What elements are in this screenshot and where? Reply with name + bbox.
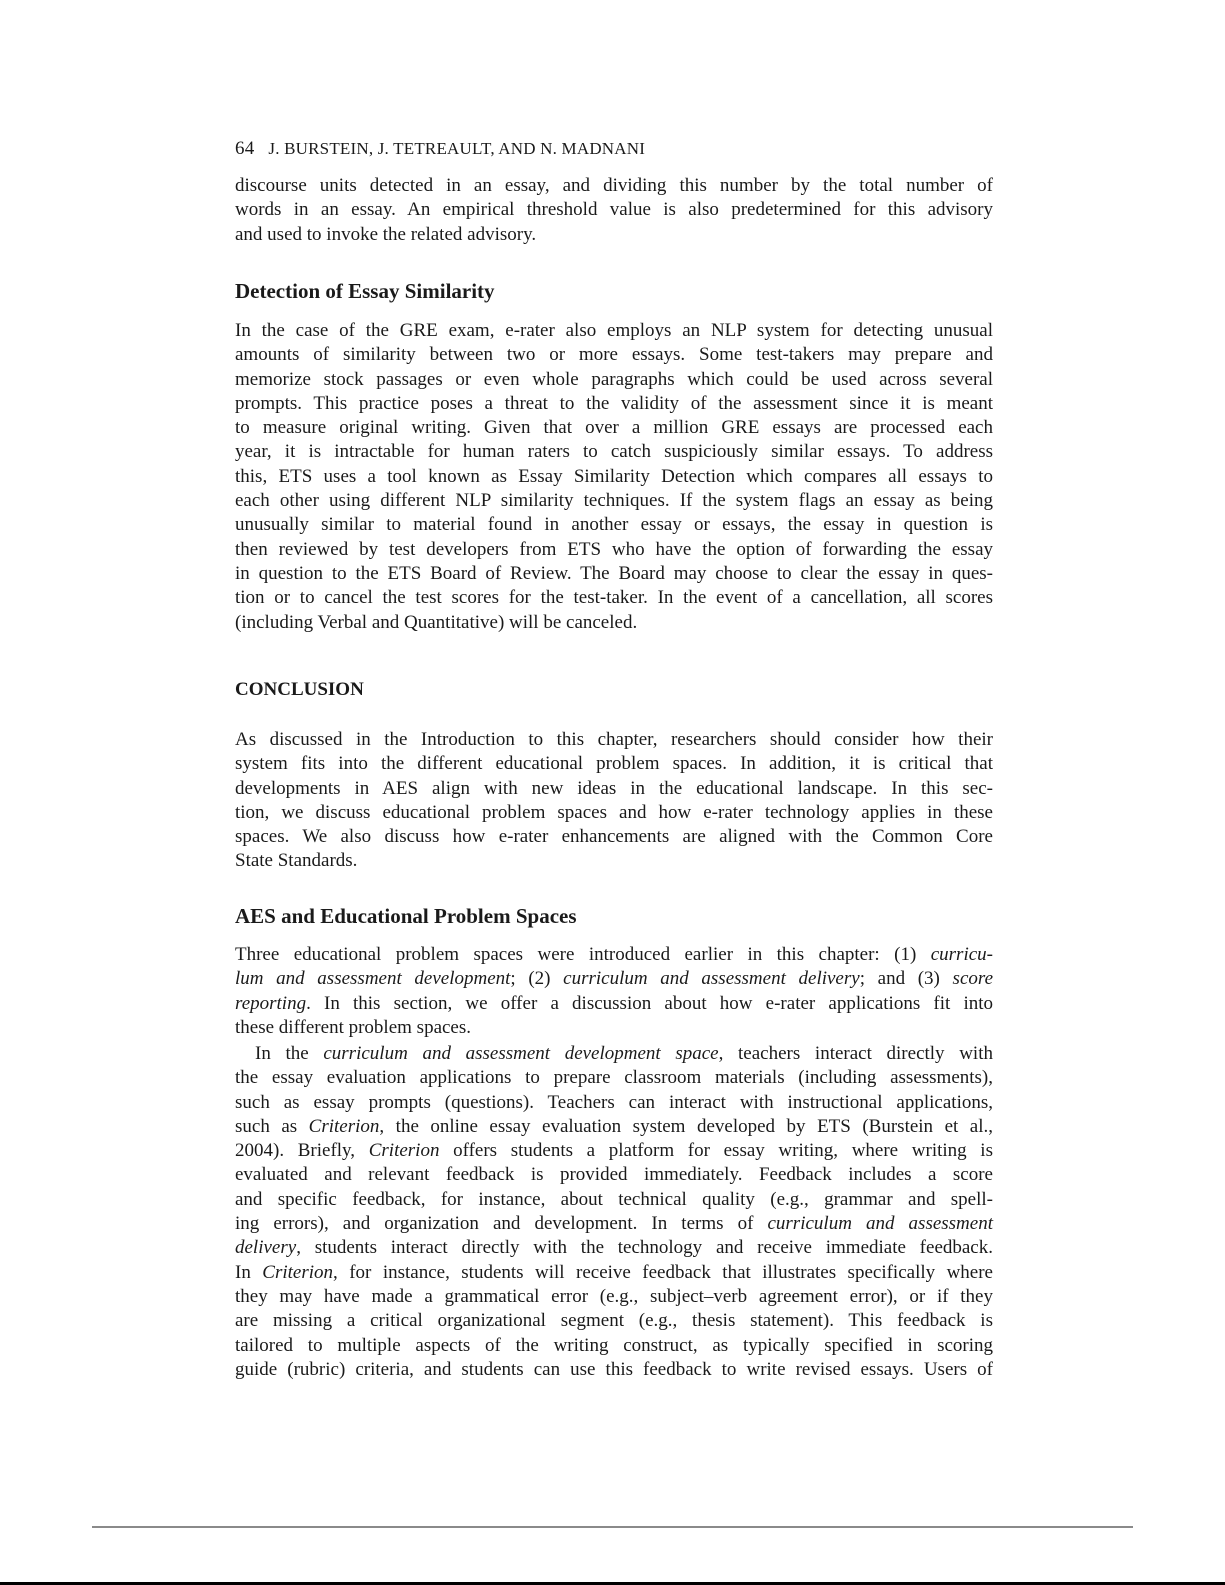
text: , teachers interact directly with — [718, 1043, 993, 1064]
text: prompts. This practice poses a threat to the validity of the assessment since it is meant — [235, 392, 993, 414]
text: are missing a critical organizational segment (e.g., thesis statement). This feedback is — [235, 1310, 993, 1332]
text-line — [235, 343, 993, 367]
text: words in an essay. An empirical threshold value is also predetermined for this advisory — [235, 199, 993, 221]
text: system fits into the different educational problem spaces. In addition, it is critical that — [235, 753, 993, 775]
text-line — [235, 319, 993, 343]
text-line — [235, 1188, 993, 1212]
text-line — [235, 728, 993, 752]
text-line — [235, 849, 993, 873]
text: , for instance, students will receive feedback that illustrates specifically where — [333, 1261, 993, 1283]
paragraph — [235, 1042, 993, 1382]
text-line — [235, 1309, 993, 1333]
italic-text: Criterion — [262, 1261, 334, 1283]
text-line — [235, 586, 993, 610]
text-line — [235, 1334, 993, 1358]
text-line — [235, 825, 993, 849]
text: ; (2) — [510, 968, 564, 990]
text-line — [235, 1016, 993, 1040]
italic-text: reporting — [235, 992, 307, 1014]
running-header — [235, 138, 645, 160]
footer-rule — [92, 1526, 1133, 1528]
page-number: 64 — [235, 138, 255, 159]
text-line — [235, 1212, 993, 1236]
text: In — [235, 1261, 263, 1283]
text: 2004). Briefly, — [235, 1140, 369, 1162]
text: tion, we discuss educational problem spaces and how e-rater technology applies in these — [235, 801, 993, 823]
paragraph — [235, 728, 993, 874]
section-heading-similarity: Detection of Essay Similarity — [235, 279, 495, 303]
text-line — [235, 611, 993, 635]
text-line — [235, 1285, 993, 1309]
text-line — [235, 440, 993, 464]
text-line — [235, 992, 993, 1016]
italic-text: lum and assessment development — [235, 968, 511, 990]
text-line — [235, 752, 993, 776]
text: discourse units detected in an essay, and dividing this number by the total number of — [235, 175, 993, 196]
text: In the — [255, 1043, 324, 1064]
text-line — [235, 1261, 993, 1285]
text: (including Verbal and Quantitative) will be canceled. — [235, 611, 638, 633]
section-heading-conclusion: CONCLUSION — [235, 679, 364, 700]
text-line — [235, 801, 993, 825]
text-line — [235, 1115, 993, 1139]
italic-text: delivery — [235, 1237, 297, 1259]
italic-text: Criterion — [368, 1140, 440, 1162]
text-line — [235, 538, 993, 562]
text-line — [235, 967, 993, 991]
text-line — [235, 465, 993, 489]
text-line — [235, 1066, 993, 1090]
text-line — [235, 416, 993, 440]
text: these different problem spaces. — [235, 1016, 472, 1038]
text: and used to invoke the related advisory. — [235, 223, 537, 245]
text: guide (rubric) criteria, and students can use this feedback to write revised essays. Users of — [235, 1358, 993, 1380]
text: such as — [235, 1115, 309, 1137]
text: amounts of similarity between two or more essays. Some test-takers may prepare and — [235, 344, 993, 366]
section-heading-aes: AES and Educational Problem Spaces — [235, 904, 577, 928]
text-line — [235, 562, 993, 586]
text: . In this section, we offer a discussion about how e-rater applications fit into — [306, 992, 993, 1014]
text: in question to the ETS Board of Review. The Board may choose to clear the essay in ques- — [235, 562, 993, 584]
text: the essay evaluation applications to prepare classroom materials (including assessments), — [235, 1067, 993, 1089]
text: year, it is intractable for human raters to catch suspiciously similar essays. To address — [235, 441, 993, 463]
text: then reviewed by test developers from ETS who have the option of forwarding the essay — [235, 538, 993, 560]
text: evaluated and relevant feedback is provided immediately. Feedback includes a score — [235, 1164, 993, 1186]
text-line — [235, 174, 993, 198]
italic-text: curriculum and assessment development space — [323, 1043, 719, 1064]
text-line — [235, 489, 993, 513]
text-line — [235, 943, 993, 967]
italic-text: Criterion — [308, 1115, 380, 1137]
text-line — [235, 392, 993, 416]
text: State Standards. — [235, 850, 358, 872]
paragraph — [235, 174, 993, 247]
text-line — [235, 1139, 993, 1163]
italic-text: curriculum and assessment — [767, 1213, 993, 1235]
text: ; and (3) — [859, 968, 953, 990]
italic-text: curriculum and assessment delivery — [563, 968, 860, 990]
text: this, ETS uses a tool known as Essay Similarity Detection which compares all essays to — [235, 465, 993, 487]
authors: J. BURSTEIN, J. TETREAULT, AND N. MADNANI — [268, 139, 646, 158]
text: each other using different NLP similarity techniques. If the system flags an essay as being — [235, 490, 993, 512]
text: Three educational problem spaces were introduced earlier in this chapter: (1) — [235, 944, 931, 965]
text: developments in AES align with new ideas in the educational landscape. In this sec- — [235, 777, 993, 799]
text: to measure original writing. Given that over a million GRE essays are processed each — [235, 417, 993, 439]
text: and specific feedback, for instance, about technical quality (e.g., grammar and spell- — [235, 1188, 993, 1210]
text-line — [235, 198, 993, 222]
text: In the case of the GRE exam, e-rater also employs an NLP system for detecting unusual — [235, 320, 993, 341]
text: , the online essay evaluation system developed by ETS (Burstein et al., — [379, 1115, 993, 1137]
text: As discussed in the Introduction to this chapter, researchers should consider how their — [235, 729, 993, 750]
text: they may have made a grammatical error (e.g., subject–verb agreement error), or if they — [235, 1285, 993, 1307]
paragraph — [235, 319, 993, 635]
text-line — [235, 777, 993, 801]
text: unusually similar to material found in another essay or essays, the essay in question is — [235, 514, 993, 536]
text: tion or to cancel the test scores for the test-taker. In the event of a cancellation, all scores — [235, 587, 993, 609]
text-line — [235, 1042, 993, 1066]
text-line — [235, 368, 993, 392]
text: , students interact directly with the technology and receive immediate feedback. — [296, 1237, 993, 1259]
italic-text: score — [952, 968, 993, 990]
text: offers students a platform for essay writing, where writing is — [439, 1140, 993, 1162]
text-line — [235, 513, 993, 537]
italic-text: curricu- — [930, 944, 993, 965]
text-line — [235, 1163, 993, 1187]
text: tailored to multiple aspects of the writing construct, as typically specified in scoring — [235, 1334, 993, 1356]
text-line — [235, 1091, 993, 1115]
text: memorize stock passages or even whole paragraphs which could be used across several — [235, 368, 993, 390]
text-line — [235, 1236, 993, 1260]
paragraph — [235, 943, 993, 1040]
text: spaces. We also discuss how e-rater enhancements are aligned with the Common Core — [235, 826, 993, 848]
text-line — [235, 1358, 993, 1382]
text: such as essay prompts (questions). Teachers can interact with instructional applications, — [235, 1091, 993, 1113]
text: ing errors), and organization and development. In terms of — [235, 1213, 768, 1235]
text-line — [235, 223, 993, 247]
